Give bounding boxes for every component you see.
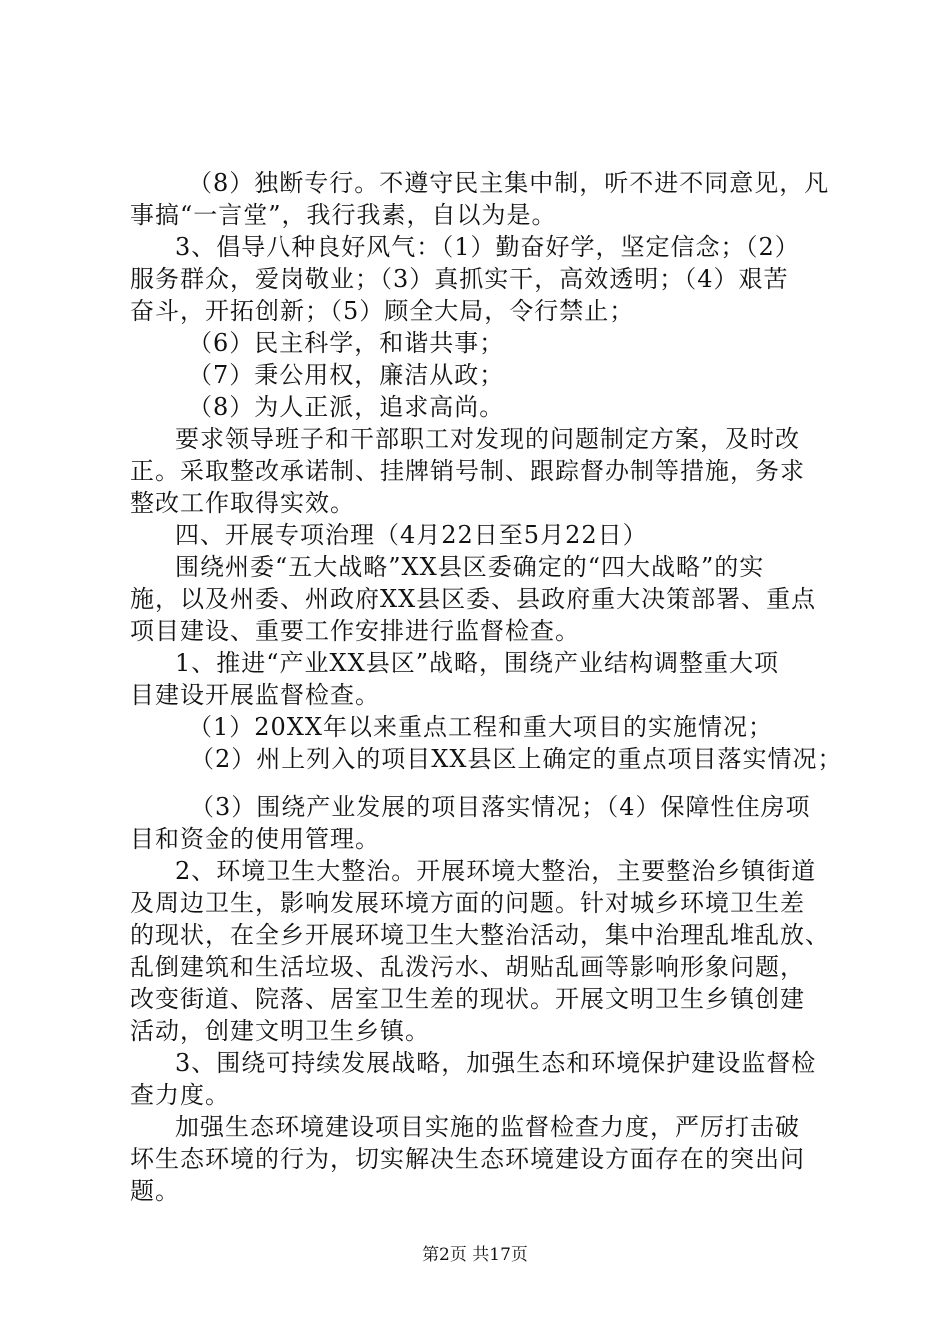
text-line: 3、围绕可持续发展战略，加强生态和环境保护建设监督检	[175, 1049, 817, 1077]
text-line: 四、开展专项治理（4月22日至5月22日）	[175, 521, 648, 549]
text-line: 1、推进“产业XX县区”战略，围绕产业结构调整重大项	[175, 649, 779, 677]
text-line: 的现状，在全乡开展环境卫生大整治活动，集中治理乱堆乱放、	[130, 921, 830, 949]
text-line: 及周边卫生，影响发展环境方面的问题。针对城乡环境卫生差	[130, 889, 805, 917]
text-line: （8）独断专行。不遵守民主集中制，听不进不同意见，凡	[188, 169, 830, 197]
text-line: 坏生态环境的行为，切实解决生态环境建设方面存在的突出问	[130, 1145, 805, 1173]
text-line: 项目建设、重要工作安排进行监督检查。	[130, 617, 580, 645]
text-line: 正。采取整改承诺制、挂牌销号制、跟踪督办制等措施，务求	[130, 457, 805, 485]
page-footer: 第2页 共17页	[422, 1245, 528, 1265]
text-line: 加强生态环境建设项目实施的监督检查力度，严厉打击破	[175, 1113, 800, 1141]
text-line: （7）秉公用权，廉洁从政；	[188, 361, 505, 389]
text-line: 活动，创建文明卫生乡镇。	[130, 1017, 430, 1045]
text-line: 2、环境卫生大整治。开展环境大整治，主要整治乡镇街道	[175, 857, 817, 885]
text-line: 目和资金的使用管理。	[130, 825, 380, 853]
text-line: 乱倒建筑和生活垃圾、乱泼污水、胡贴乱画等影响形象问题，	[130, 953, 805, 981]
text-line: 事搞“一言堂”，我行我素，自以为是。	[130, 201, 557, 229]
text-line: （8）为人正派，追求高尚。	[188, 393, 505, 421]
text-line: 目建设开展监督检查。	[130, 681, 380, 709]
text-line: 施，以及州委、州政府XX县区委、县政府重大决策部署、重点	[130, 585, 817, 613]
text-line: 3、倡导八种良好风气：（1）勤奋好学，坚定信念；（2）	[175, 233, 800, 261]
text-line: 改变街道、院落、居室卫生差的现状。开展文明卫生乡镇创建	[130, 985, 805, 1013]
text-line: 围绕州委“五大战略”XX县区委确定的“四大战略”的实	[175, 553, 765, 581]
text-line: （6）民主科学，和谐共事；	[188, 329, 505, 357]
text-line: 查力度。	[130, 1081, 230, 1109]
text-line: （2）州上列入的项目XX县区上确定的重点项目落实情况；	[190, 745, 843, 773]
text-line: （3）围绕产业发展的项目落实情况；（4）保障性住房项	[190, 793, 811, 821]
text-line: （1）20XX年以来重点工程和重大项目的实施情况；	[188, 713, 773, 741]
text-line: 奋斗，开拓创新；（5）顾全大局，令行禁止；	[130, 297, 635, 325]
text-line: 服务群众，爱岗敬业；（3）真抓实干，高效透明；（4）艰苦	[130, 265, 789, 293]
text-line: 整改工作取得实效。	[130, 489, 355, 517]
text-line: 要求领导班子和干部职工对发现的问题制定方案，及时改	[175, 425, 800, 453]
text-line: 题。	[130, 1177, 180, 1205]
